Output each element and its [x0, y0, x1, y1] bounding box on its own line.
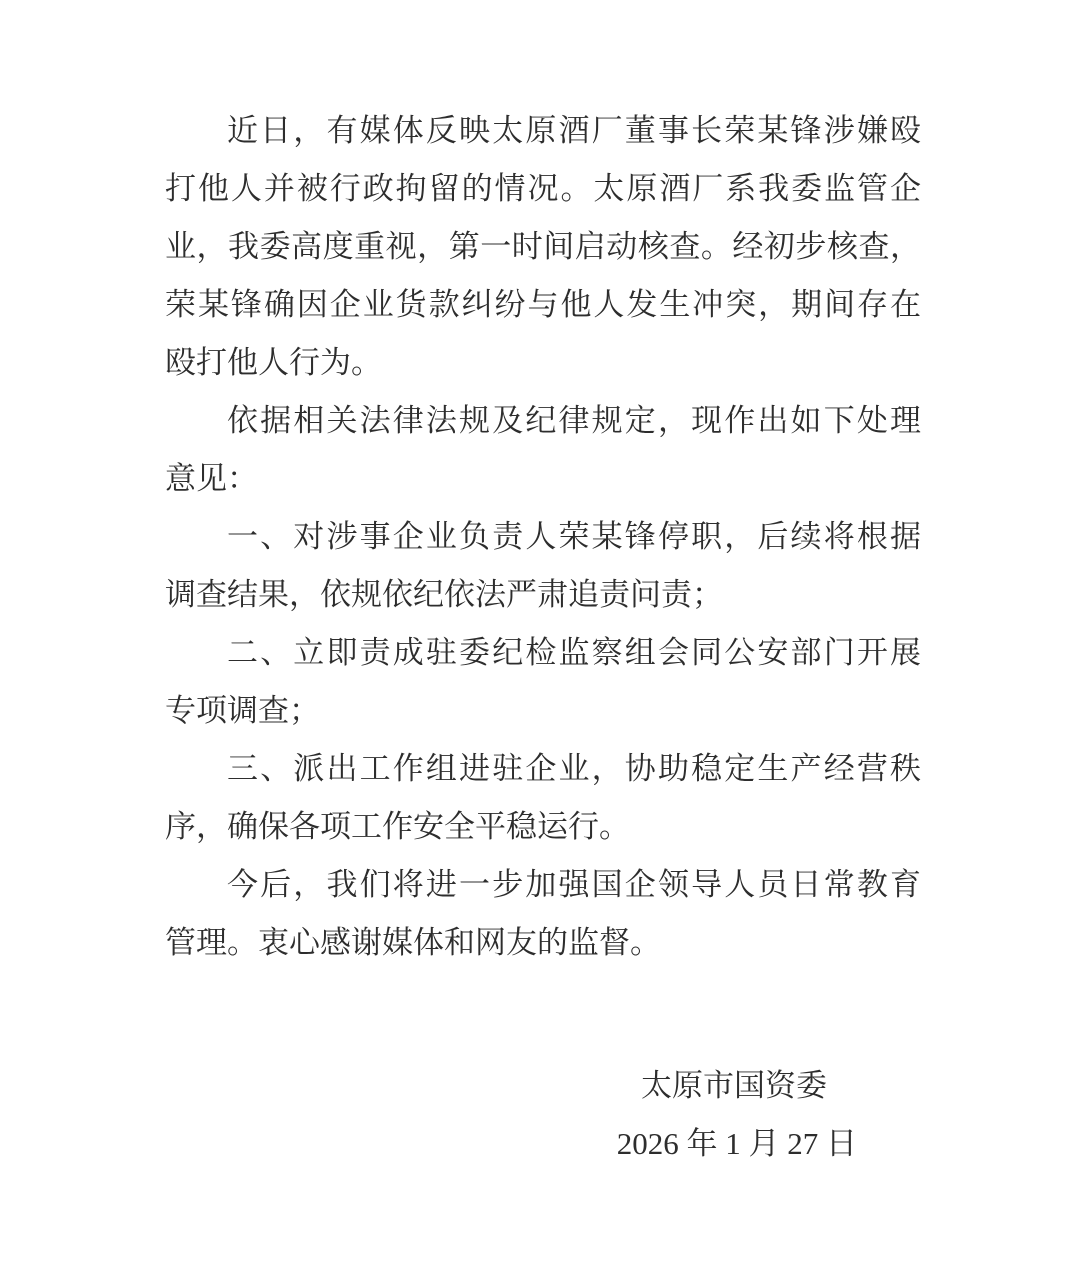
text-line: 序，确保各项工作安全平稳运行。: [165, 809, 630, 844]
text-line: 今后，我们将进一步加强国企领导人员日常教育: [227, 867, 921, 902]
text-line: 殴打他人行为。: [165, 345, 382, 380]
paragraph: [165, 392, 921, 508]
text-line: 依据相关法律法规及纪律规定，现作出如下处理: [227, 403, 921, 438]
text-line: 三、派出工作组进驻企业，协助稳定生产经营秩: [227, 751, 921, 786]
text-line: 打他人并被行政拘留的情况。太原酒厂系我委监管企: [165, 171, 921, 206]
text-line: 二、立即责成驻委纪检监察组会同公安部门开展: [227, 635, 921, 670]
text-line: 荣某锋确因企业货款纠纷与他人发生冲突，期间存在: [165, 287, 921, 322]
text-line: 业，我委高度重视，第一时间启动核查。经初步核查，: [165, 229, 921, 264]
paragraph: [165, 508, 921, 624]
notice-body: [165, 102, 921, 972]
paragraph: [165, 102, 921, 392]
signature: 太原市国资委: [641, 1068, 827, 1103]
text-line: 意见：: [165, 461, 258, 496]
text-line: 管理。衷心感谢媒体和网友的监督。: [165, 925, 661, 960]
paragraph: [165, 856, 921, 972]
paragraph: [165, 740, 921, 856]
text-line: 近日，有媒体反映太原酒厂董事长荣某锋涉嫌殴: [227, 113, 921, 148]
paragraph: [165, 624, 921, 740]
date: 2026 年 1 月 27 日: [616, 1126, 857, 1161]
text-line: 调查结果，依规依纪依法严肃追责问责；: [165, 577, 723, 612]
text-line: 专项调查；: [165, 693, 320, 728]
text-line: 一、对涉事企业负责人荣某锋停职，后续将根据: [227, 519, 921, 554]
